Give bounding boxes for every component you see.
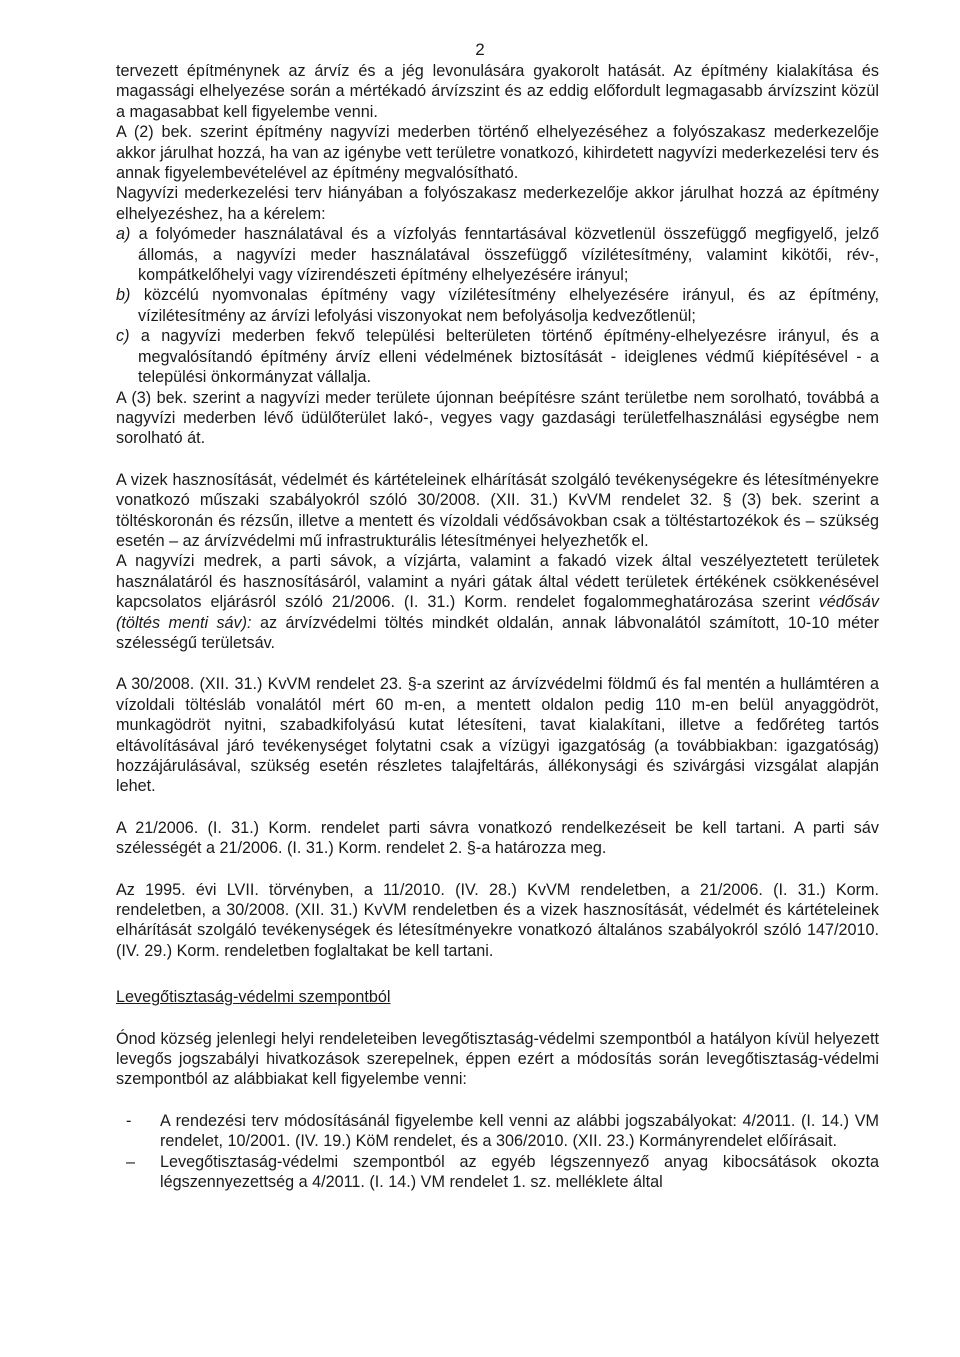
document-body bbox=[116, 61, 879, 1193]
bullet-text: A rendezési terv módosításánál figyelembe kell venni az alábbi jogszabályokat: 4/2011. (I. 14.) VM rendelet, 10/2001. (IV. 19.) KöM rendelet, és a 306/2010. (XII. 23.) Kormányrendelet előírásait. bbox=[160, 1111, 879, 1151]
page-number: 2 bbox=[475, 40, 485, 59]
list-label: b) bbox=[116, 286, 131, 305]
paragraph-2: A (2) bek. szerint építmény nagyvízi mederben történő elhelyezéséhez a folyószakasz mederkezelője akkor járulhat hozzá, ha van az igénybe vett területre vonatkozó, kihirdetett nagyvízi mederkezelési terv és annak figyelembevételével az építmény megvalósítható. bbox=[116, 123, 880, 183]
bullet-item-1 bbox=[116, 1111, 879, 1152]
definition-term: védősáv (töltés menti sáv): bbox=[116, 593, 879, 632]
list-item-a bbox=[116, 224, 879, 285]
paragraph-6-start: A nagyvízi medrek, a parti sávok, a vízjárta, valamint a fakadó vizek által veszélyeztetett területek használatáról és hasznosításáról, valamint a nyári gátak által védett területek értékének csökkenésével kapcsolatos eljárásról szóló 21/2006. (I. 31.) Korm. rendelet fogalommeghatározása szerint bbox=[116, 552, 879, 612]
paragraph-10: Ónod község jelenlegi helyi rendeleteiben levegőtisztaság-védelmi szempontból a hatályon kívül helyezett levegős jogszabályi hivatkozások szerepelnek, éppen ezért a módosítás során levegőtisztaság-védelmi szempontból az alábbiakat kell figyelembe venni: bbox=[116, 1029, 879, 1089]
paragraph-8: A 21/2006. (I. 31.) Korm. rendelet parti sávra vonatkozó rendelkezéseit be kell tartani. A parti sáv szélességét a 21/2006. (I. 31.) Korm. rendelet 2. §-a határozza meg. bbox=[116, 818, 879, 858]
bullet-item-2 bbox=[116, 1152, 879, 1193]
list-item-b bbox=[116, 285, 879, 326]
paragraph-4: A (3) bek. szerint a nagyvízi meder területe újonnan beépítésre szánt területbe nem sorolható, továbbá a nagyvízi mederben lévő üdülőterület lakó-, vegyes vagy gazdasági területfelhasználási egységbe nem sorolható át. bbox=[116, 388, 879, 448]
list-text: közcélú nyomvonalas építmény vagy vízilétesítmény elhelyezésére irányul, és az építmény, vízilétesítmény az árvízi lefolyási viszonyokat nem befolyásolja kedvezőtlenül; bbox=[138, 286, 879, 325]
list-text: a nagyvízi mederben fekvő települési belterületen történő építmény-elhelyezésre irányul, és a megvalósítandó építmény árvíz elleni védelmének biztosítását - ideiglenes védmű kiépítésével - a települési önkormányzat vállalja. bbox=[138, 327, 880, 387]
list-label: a) bbox=[116, 225, 131, 244]
paragraph-1: tervezett építménynek az árvíz és a jég levonulására gyakorolt hatását. Az építmény kialakítása és magassági elhelyezése során a mértékadó árvízszint és az eddig előfordult legmagasabb árvízszint közül a magasabbat kell figyelembe venni. bbox=[116, 62, 879, 121]
paragraph-6 bbox=[116, 551, 879, 653]
paragraph-3: Nagyvízi mederkezelési terv hiányában a folyószakasz mederkezelője akkor járulhat hozzá az építmény elhelyezéshez, ha a kérelem: bbox=[116, 184, 879, 223]
paragraph-9: Az 1995. évi LVII. törvényben, a 11/2010. (IV. 28.) KvVM rendeletben, a 21/2006. (I. 31.) Korm. rendeletben, a 30/2008. (XII. 31.) KvVM rendeletben és a vizek hasznosítását, védelmét és kártételeinek elhárítását szolgáló tevékenységek és létesítményekre vonatkozó általános szabályokról szóló 147/2010. (IV. 29.) Korm. rendeletben foglaltakat be kell tartani. bbox=[116, 880, 879, 960]
bullet-mark: - bbox=[126, 1111, 132, 1130]
list-item-c bbox=[116, 326, 879, 387]
paragraph-7: A 30/2008. (XII. 31.) KvVM rendelet 23. §-a szerint az árvízvédelmi földmű és fal mentén a hullámtéren a vízoldali töltésláb vonalától mért 60 m-en, a mentett oldalon pedig 110 m-en belül anyaggödröt, munkagödröt nyitni, szabadkifolyású kutat létesíteni, tavat kialakítani, illetve a fedőréteg tartós eltávolításával járó tevékenységet folytatni csak a vízügyi igazgatóság (a továbbiakban: igazgatóság) hozzájárulásával, szükség esetén részletes talajfeltárás, állékonysági és szivárgási vizsgálat alapján lehet. bbox=[116, 675, 879, 796]
bullet-text: Levegőtisztaság-védelmi szempontból az egyéb légszennyező anyag kibocsátások okozta légszennyezettség a 4/2011. (I. 14.) VM rendelet 1. sz. melléklete által bbox=[160, 1152, 879, 1192]
section-heading: Levegőtisztaság-védelmi szempontból bbox=[116, 988, 391, 1007]
list-text: a folyómeder használatával és a vízfolyás fenntartásával közvetlenül összefüggő megfigyelő, jelző állomás, a nagyvízi meder használatával összefüggő vízilétesítmény, valamint kikötői, rév-, kompátkelőhelyi vagy vízirendészeti építmény elhelyezésére irányul; bbox=[138, 225, 880, 285]
list-label: c) bbox=[116, 327, 130, 346]
paragraph-6-end: az árvízvédelmi töltés mindkét oldalán, annak lábvonalától számított, 10-10 méter szélességű területsáv. bbox=[116, 613, 879, 652]
bullet-mark: – bbox=[126, 1152, 136, 1171]
paragraph-5: A vizek hasznosítását, védelmét és kártételeinek elhárítását szolgáló tevékenységekre és létesítményekre vonatkozó műszaki szabályokról szóló 30/2008. (XII. 31.) KvVM rendelet 32. § (3) bek. szerint a töltéskoronán és rézsűn, illetve a mentett és vízoldali védősávokban csak a töltéstartozékok és – szükség esetén – az árvízvédelmi mű infrastrukturális létesítményei helyezhetők el. bbox=[116, 470, 879, 550]
